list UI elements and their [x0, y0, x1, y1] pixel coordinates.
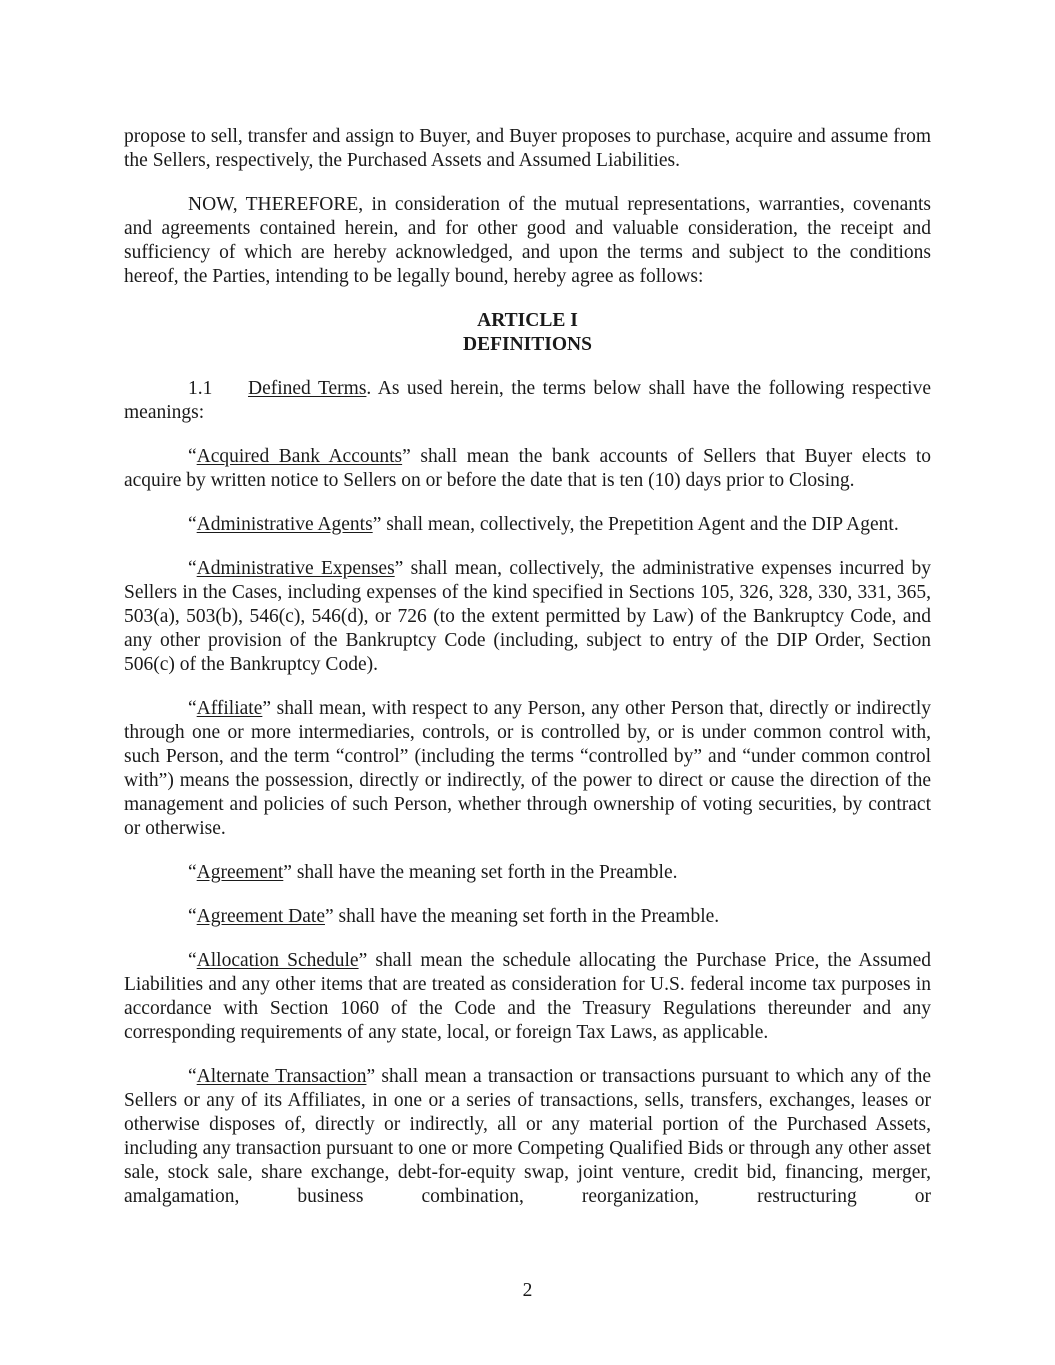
article-heading [124, 309, 931, 357]
article-number: ARTICLE I [477, 310, 578, 331]
definition [124, 905, 931, 929]
defined-term: Administrative Agents [196, 514, 373, 535]
section-text: . As used herein, the terms below shall have the following respective meanings: [124, 378, 931, 423]
definition [124, 445, 931, 493]
definition-text: ” shall have the meaning set forth in the Preamble. [283, 862, 678, 883]
quote: “ [188, 950, 197, 971]
quote: “ [188, 514, 197, 535]
document-page [124, 125, 931, 1229]
defined-term: Affiliate [196, 698, 263, 719]
definition [124, 861, 931, 885]
page-number: 2 [522, 1280, 533, 1301]
now-therefore-paragraph: NOW, THEREFORE, in consideration of the mutual representations, warranties, covenants and agreements contained herein, and for other good and valuable consideration, the receipt and sufficiency of which are hereby acknowledged, and upon the terms and subject to the conditions hereof, the Parties, intending to be legally bound, hereby agree as follows: [124, 194, 931, 287]
section-1-1 [124, 377, 931, 425]
quote: “ [188, 906, 197, 927]
defined-term: Alternate Transaction [196, 1066, 367, 1087]
defined-term: Allocation Schedule [196, 950, 359, 971]
article-title: DEFINITIONS [463, 334, 592, 355]
defined-term: Agreement [196, 862, 284, 883]
defined-term: Administrative Expenses [196, 558, 395, 579]
definition-text: ” shall mean, with respect to any Person, any other Person that, directly or indirectly through one or more intermediaries, controls, or is controlled by, or is under common control with, such Person, and the term “control” (including the terms “controlled by” and “under common control with”) means the possession, directly or indirectly, of the power to direct or cause the direction of the management and policies of such Person, whether through ownership of voting securities, by contract or otherwise. [124, 698, 931, 839]
definition [124, 557, 931, 677]
definition-text: ” shall mean the bank accounts of Sellers that Buyer elects to acquire by written notice to Sellers on or before the date that is ten (10) days prior to Closing. [124, 446, 931, 491]
quote: “ [188, 558, 197, 579]
definition-text: ” shall have the meaning set forth in the Preamble. [324, 906, 720, 927]
definition [124, 513, 931, 537]
definition [124, 1065, 931, 1209]
quote: “ [188, 1066, 197, 1087]
defined-term: Acquired Bank Accounts [196, 446, 403, 467]
definition-text: ” shall mean, collectively, the administrative expenses incurred by Sellers in the Cases, including expenses of the kind specified in Sections 105, 326, 328, 330, 331, 365, 503(a), 503(b), 546(c), 546(d), or 726 (to the extent permitted by Law) of the Bankruptcy Code, and any other provision of the Bankruptcy Code (including, subject to entry of the DIP Order, Section 506(c) of the Bankruptcy Code). [124, 558, 931, 675]
defined-term: Agreement Date [196, 906, 325, 927]
definition [124, 697, 931, 841]
section-title: Defined Terms [248, 378, 367, 399]
definition-text: ” shall mean a transaction or transactions pursuant to which any of the Sellers or any of its Affiliates, in one or a series of transactions, sells, transfers, exchanges, leases or otherwise disposes of, directly or indirectly, all or any material portion of the Purchased Assets, including any transaction pursuant to one or more Competing Qualified Bids or through any other asset sale, stock sale, share exchange, debt-for-equity swap, joint venture, credit bid, financing, merger, amalgamation, business combination, reorganization, restructuring or [124, 1066, 931, 1207]
quote: “ [188, 698, 197, 719]
intro-paragraph: propose to sell, transfer and assign to Buyer, and Buyer proposes to purchase, acquire and assume from the Sellers, respectively, the Purchased Assets and Assumed Liabilities. [124, 126, 931, 171]
definition-text: ” shall mean the schedule allocating the Purchase Price, the Assumed Liabilities and any other items that are treated as consideration for U.S. federal income tax purposes in accordance with Section 1060 of the Code and the Treasury Regulations thereunder and any corresponding requirements of any state, local, or foreign Tax Laws, as applicable. [124, 950, 931, 1043]
quote: “ [188, 862, 197, 883]
quote: “ [188, 446, 197, 467]
section-number: 1.1 [188, 378, 213, 399]
definition [124, 949, 931, 1045]
definition-text: ” shall mean, collectively, the Prepetition Agent and the DIP Agent. [372, 514, 899, 535]
